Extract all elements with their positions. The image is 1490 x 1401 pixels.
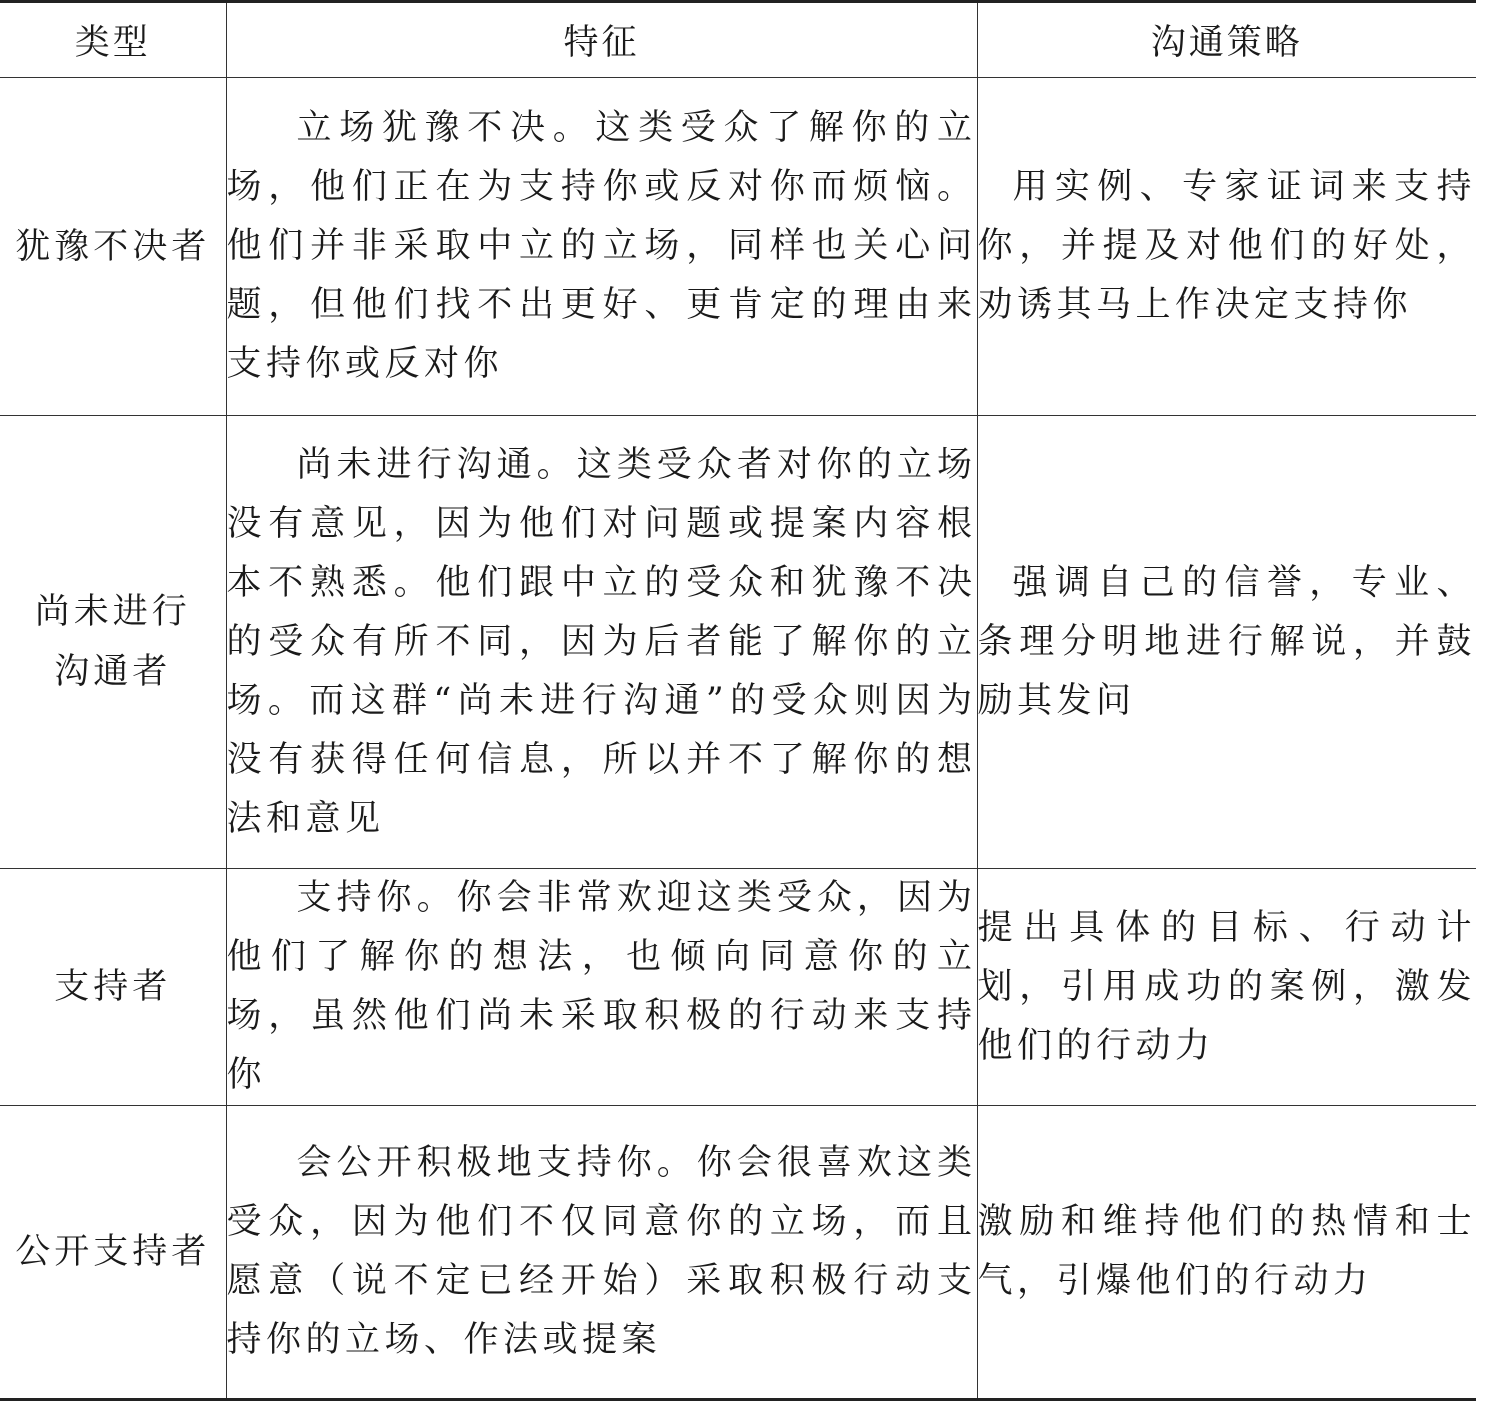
header-strategy: 沟通策略 — [977, 2, 1476, 78]
type-cell — [0, 416, 226, 869]
table-row — [0, 869, 1476, 1106]
table-row — [0, 1106, 1476, 1400]
strategy-cell: 激励和维持他们的热情和士气，引爆他们的行动力 — [977, 1106, 1476, 1400]
strategy-cell: 提出具体的目标、行动计划，引用成功的案例，激发他们的行动力 — [977, 869, 1476, 1106]
strategy-cell: 强调自己的信誉，专业、条理分明地进行解说，并鼓励其发问 — [977, 416, 1476, 869]
type-cell: 犹豫不决者 — [0, 78, 226, 416]
feature-cell: 会公开积极地支持你。你会很喜欢这类受众，因为他们不仅同意你的立场，而且愿意（说不定已经开始）采取积极行动支持你的立场、作法或提案 — [226, 1106, 977, 1400]
type-cell: 支持者 — [0, 869, 226, 1106]
type-cell: 公开支持者 — [0, 1106, 226, 1400]
header-type: 类型 — [0, 2, 226, 78]
type-cell-line: 沟通者 — [54, 652, 172, 692]
header-feature: 特征 — [226, 2, 977, 78]
type-cell-line: 尚未进行 — [34, 592, 191, 632]
header-row — [0, 2, 1476, 78]
table-header — [0, 2, 1476, 78]
table-row — [0, 416, 1476, 869]
table-row — [0, 78, 1476, 416]
feature-cell: 立场犹豫不决。这类受众了解你的立场，他们正在为支持你或反对你而烦恼。他们并非采取中立的立场，同样也关心问题，但他们找不出更好、更肯定的理由来支持你或反对你 — [226, 78, 977, 416]
feature-cell: 尚未进行沟通。这类受众者对你的立场没有意见，因为他们对问题或提案内容根本不熟悉。他们跟中立的受众和犹豫不决的受众有所不同，因为后者能了解你的立场。而这群“尚未进行沟通”的受众则因为没有获得任何信息，所以并不了解你的想法和意见 — [226, 416, 977, 869]
table-body — [0, 78, 1476, 1400]
feature-cell: 支持你。你会非常欢迎这类受众，因为他们了解你的想法，也倾向同意你的立场，虽然他们尚未采取积极的行动来支持你 — [226, 869, 977, 1106]
strategy-cell: 用实例、专家证词来支持你，并提及对他们的好处，劝诱其马上作决定支持你 — [977, 78, 1476, 416]
